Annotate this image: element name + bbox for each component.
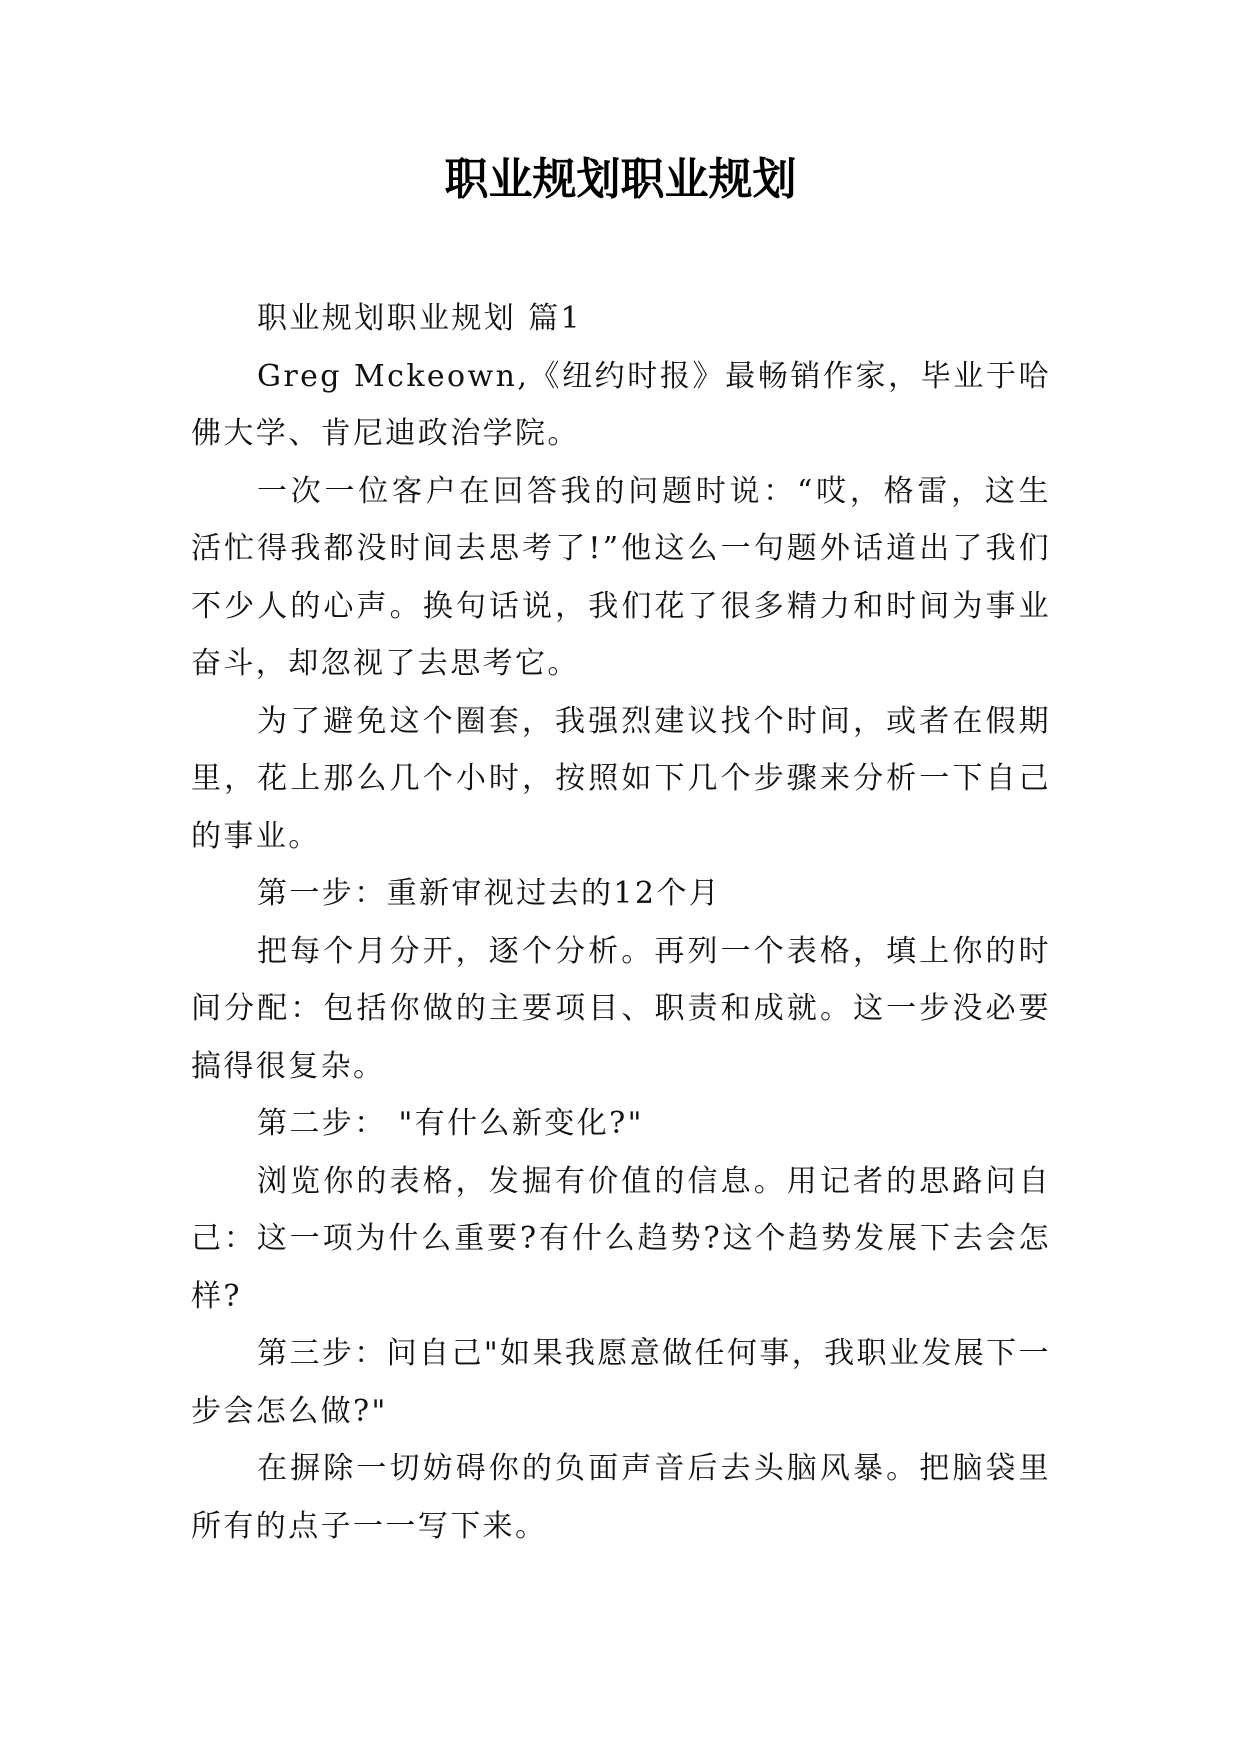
paragraph: Greg Mckeown,《纽约时报》最畅销作家，毕业于哈佛大学、肯尼迪政治学院。: [191, 358, 1051, 451]
paragraph: 一次一位客户在回答我的问题时说：“哎，格雷，这生活忙得我都没时间去思考了!”他这么一句题外话道出了我们不少人的心声。换句话说，我们花了很多精力和时间为事业奋斗，却忽视了去思考它。: [191, 473, 1051, 681]
paragraph: 把每个月分开，逐个分析。再列一个表格，填上你的时间分配：包括你做的主要项目、职责和成就。这一步没必要搞得很复杂。: [191, 933, 1051, 1084]
paragraph: 在摒除一切妨碍你的负面声音后去头脑风暴。把脑袋里所有的点子一一写下来。: [191, 1451, 1051, 1544]
paragraph: 浏览你的表格，发掘有价值的信息。用记者的思路问自己：这一项为什么重要?有什么趋势?这个趋势发展下去会怎样?: [191, 1163, 1051, 1314]
step-heading: 第二步： "有什么新变化?": [257, 1106, 644, 1141]
step-heading: 第三步：问自己"如果我愿意做任何事，我职业发展下一步会怎么做?": [191, 1336, 1051, 1429]
paragraph-heading: 职业规划职业规划 篇1: [257, 301, 583, 336]
paragraph: 为了避免这个圈套，我强烈建议找个时间，或者在假期里，花上那么几个小时，按照如下几个步骤来分析一下自己的事业。: [191, 703, 1051, 854]
document-body: [191, 290, 1051, 1555]
step-heading: 第一步：重新审视过去的12个月: [257, 876, 722, 911]
document-title: 职业规划职业规划: [444, 154, 797, 205]
